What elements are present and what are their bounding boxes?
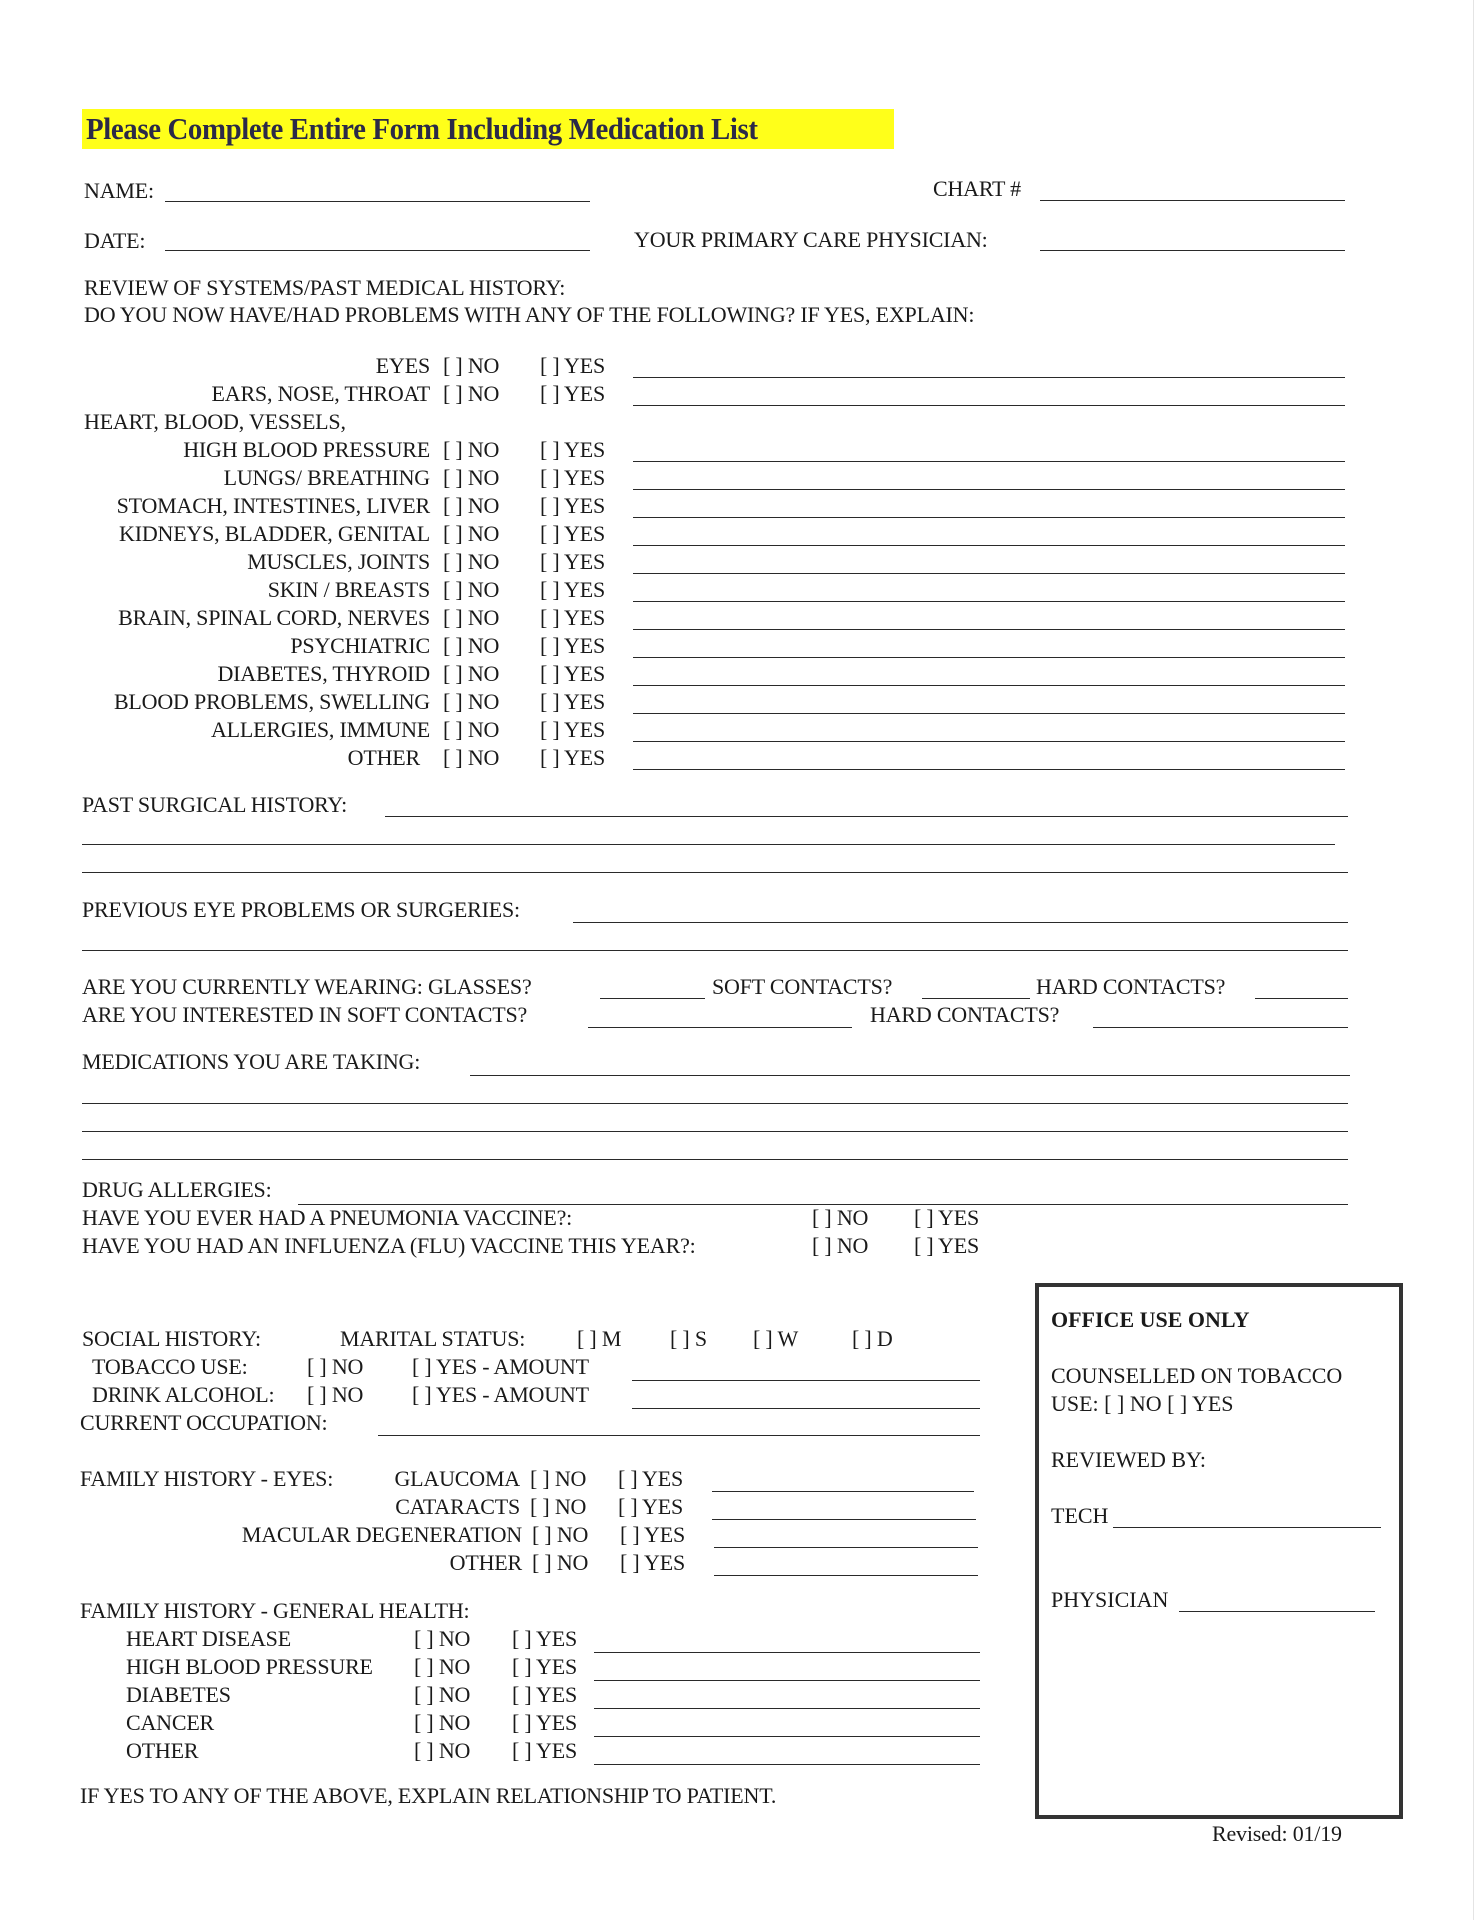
review-no-checkbox[interactable]: [ ] NO [443,549,500,574]
family-general-no-checkbox[interactable]: [ ] NO [414,1738,471,1763]
family-general-yes-checkbox[interactable]: [ ] YES [512,1654,577,1679]
review-explain-field[interactable] [633,545,1345,546]
medications-field-4[interactable] [82,1159,1348,1160]
family-general-field[interactable] [594,1708,980,1709]
review-item-label: OTHER [347,745,420,770]
family-eyes-label: FAMILY HISTORY - EYES: [80,1466,334,1491]
review-explain-field[interactable] [633,741,1345,742]
review-no-checkbox[interactable]: [ ] NO [443,689,500,714]
family-general-item: HEART DISEASE [126,1626,291,1651]
review-explain-field[interactable] [633,769,1345,770]
review-explain-field[interactable] [633,517,1345,518]
family-eyes-no-checkbox[interactable]: [ ] NO [532,1550,589,1575]
explain-relationship-note: IF YES TO ANY OF THE ABOVE, EXPLAIN RELATIONSHIP TO PATIENT. [80,1783,777,1808]
family-general-field[interactable] [594,1764,980,1765]
review-group-label: HEART, BLOOD, VESSELS, [84,409,346,434]
family-eyes-item: OTHER [449,1550,522,1575]
soft-contacts-label: SOFT CONTACTS? [712,974,893,999]
family-general-item: OTHER [126,1738,199,1763]
review-explain-field[interactable] [633,377,1345,378]
review-item-label: KIDNEYS, BLADDER, GENITAL [119,521,430,546]
eye-problems-label: PREVIOUS EYE PROBLEMS OR SURGERIES: [82,897,520,922]
tobacco-yes-checkbox[interactable]: [ ] YES - AMOUNT [412,1354,589,1379]
medications-label: MEDICATIONS YOU ARE TAKING: [82,1049,421,1074]
review-item-label: BLOOD PROBLEMS, SWELLING [113,689,430,714]
office-use-box [1035,1283,1403,1819]
alcohol-label: DRINK ALCOHOL: [92,1382,275,1407]
review-item-label: STOMACH, INTESTINES, LIVER [116,493,430,518]
flu-no-checkbox[interactable]: [ ] NO [812,1233,869,1258]
form-title-highlight [82,109,894,149]
glasses-field[interactable] [600,998,705,999]
family-general-no-checkbox[interactable]: [ ] NO [414,1626,471,1651]
drug-allergies-label: DRUG ALLERGIES: [82,1177,272,1202]
pneumonia-no-checkbox[interactable]: [ ] NO [812,1205,869,1230]
review-item-label: BRAIN, SPINAL CORD, NERVES [118,605,430,630]
family-eyes-no-checkbox[interactable]: [ ] NO [532,1522,589,1547]
tech-signature-field[interactable] [1113,1527,1381,1528]
tobacco-amount-field[interactable] [632,1380,980,1381]
review-yes-checkbox[interactable]: [ ] YES [540,381,605,406]
tobacco-no-checkbox[interactable]: [ ] NO [307,1354,364,1379]
family-eyes-no-checkbox[interactable]: [ ] NO [530,1494,587,1519]
eye-problems-field[interactable] [573,922,1348,923]
interested-hard-field[interactable] [1093,1027,1348,1028]
marital-status-label: MARITAL STATUS: [340,1326,526,1351]
family-eyes-field[interactable] [714,1575,978,1576]
review-explain-field[interactable] [633,489,1345,490]
review-yes-checkbox[interactable]: [ ] YES [540,437,605,462]
family-eyes-yes-checkbox[interactable]: [ ] YES [618,1466,683,1491]
pneumonia-vaccine-question: HAVE YOU EVER HAD A PNEUMONIA VACCINE?: [82,1205,573,1230]
interested-soft-field[interactable] [588,1027,852,1028]
review-item-label: EYES [375,353,430,378]
family-general-yes-checkbox[interactable]: [ ] YES [512,1738,577,1763]
marital-married-checkbox[interactable]: [ ] M [577,1326,622,1351]
family-general-no-checkbox[interactable]: [ ] NO [414,1682,471,1707]
review-explain-field[interactable] [633,629,1345,630]
marital-divorced-checkbox[interactable]: [ ] D [852,1326,893,1351]
reviewed-by-label: REVIEWED BY: [1051,1447,1207,1472]
flu-vaccine-question: HAVE YOU HAD AN INFLUENZA (FLU) VACCINE THIS YEAR?: [82,1233,696,1258]
tech-label: TECH [1051,1503,1109,1528]
family-eyes-item: MACULAR DEGENERATION [241,1522,522,1547]
review-explain-field[interactable] [633,713,1345,714]
surgical-history-field[interactable] [385,816,1348,817]
review-no-checkbox[interactable]: [ ] NO [443,493,500,518]
review-no-checkbox[interactable]: [ ] NO [443,605,500,630]
review-item-label: MUSCLES, JOINTS [247,549,430,574]
interested-hard-label: HARD CONTACTS? [870,1002,1060,1027]
family-eyes-item: GLAUCOMA [394,1466,520,1491]
family-general-no-checkbox[interactable]: [ ] NO [414,1710,471,1735]
medications-field[interactable] [470,1075,1350,1076]
family-eyes-field[interactable] [712,1491,974,1492]
marital-widowed-checkbox[interactable]: [ ] W [753,1326,799,1351]
hard-contacts-label: HARD CONTACTS? [1036,974,1226,999]
occupation-field[interactable] [378,1435,980,1436]
review-no-checkbox[interactable]: [ ] NO [443,353,500,378]
review-yes-checkbox[interactable]: [ ] YES [540,577,605,602]
family-general-field[interactable] [594,1652,980,1653]
review-yes-checkbox[interactable]: [ ] YES [540,745,605,770]
review-item-label: DIABETES, THYROID [217,661,430,686]
review-no-checkbox[interactable]: [ ] NO [443,745,500,770]
review-yes-checkbox[interactable]: [ ] YES [540,633,605,658]
review-explain-field[interactable] [633,601,1345,602]
surgical-history-field-2[interactable] [82,844,1335,845]
soft-contacts-field[interactable] [922,998,1030,999]
review-item-label: SKIN / BREASTS [267,577,430,602]
page-edge [1473,0,1474,1920]
social-history-label: SOCIAL HISTORY: [82,1326,261,1351]
family-eyes-field[interactable] [712,1519,976,1520]
review-explain-field[interactable] [633,685,1345,686]
physician-signature-field[interactable] [1179,1611,1375,1612]
review-no-checkbox[interactable]: [ ] NO [443,521,500,546]
alcohol-no-checkbox[interactable]: [ ] NO [307,1382,364,1407]
review-item-label: LUNGS/ BREATHING [223,465,430,490]
office-use-title: OFFICE USE ONLY [1051,1307,1250,1332]
review-explain-field[interactable] [633,573,1345,574]
name-label: NAME: [84,178,154,203]
review-no-checkbox[interactable]: [ ] NO [443,381,500,406]
review-explain-field[interactable] [633,657,1345,658]
eye-problems-field-2[interactable] [82,950,1348,951]
interested-soft-label: ARE YOU INTERESTED IN SOFT CONTACTS? [82,1002,528,1027]
tobacco-use-label: TOBACCO USE: [92,1354,248,1379]
occupation-label: CURRENT OCCUPATION: [80,1410,328,1435]
family-eyes-item: CATARACTS [395,1494,520,1519]
review-no-checkbox[interactable]: [ ] NO [443,465,500,490]
review-yes-checkbox[interactable]: [ ] YES [540,353,605,378]
physician-label: PHYSICIAN [1051,1587,1169,1612]
name-field[interactable] [165,201,590,202]
family-general-item: CANCER [126,1710,215,1735]
review-no-checkbox[interactable]: [ ] NO [443,717,500,742]
family-eyes-yes-checkbox[interactable]: [ ] YES [618,1494,683,1519]
pneumonia-yes-checkbox[interactable]: [ ] YES [914,1205,979,1230]
family-general-field[interactable] [594,1736,980,1737]
family-general-field[interactable] [594,1680,980,1681]
date-field[interactable] [165,250,590,251]
pcp-label: YOUR PRIMARY CARE PHYSICIAN: [634,227,988,252]
surgical-history-label: PAST SURGICAL HISTORY: [82,792,347,817]
review-no-checkbox[interactable]: [ ] NO [443,577,500,602]
review-item-label: HIGH BLOOD PRESSURE [183,437,430,462]
review-explain-field[interactable] [633,405,1345,406]
review-no-checkbox[interactable]: [ ] NO [443,633,500,658]
review-instructions: DO YOU NOW HAVE/HAD PROBLEMS WITH ANY OF THE FOLLOWING? IF YES, EXPLAIN: [84,302,975,327]
marital-single-checkbox[interactable]: [ ] S [670,1326,707,1351]
family-general-label: FAMILY HISTORY - GENERAL HEALTH: [80,1598,470,1623]
alcohol-yes-checkbox[interactable]: [ ] YES - AMOUNT [412,1382,589,1407]
review-no-checkbox[interactable]: [ ] NO [443,437,500,462]
counselled-tobacco-label: COUNSELLED ON TOBACCO [1051,1363,1343,1388]
family-general-yes-checkbox[interactable]: [ ] YES [512,1626,577,1651]
review-heading: REVIEW OF SYSTEMS/PAST MEDICAL HISTORY: [84,275,566,300]
currently-wearing-label: ARE YOU CURRENTLY WEARING: GLASSES? [82,974,532,999]
review-yes-checkbox[interactable]: [ ] YES [540,605,605,630]
review-yes-checkbox[interactable]: [ ] YES [540,465,605,490]
review-yes-checkbox[interactable]: [ ] YES [540,521,605,546]
review-yes-checkbox[interactable]: [ ] YES [540,689,605,714]
review-yes-checkbox[interactable]: [ ] YES [540,717,605,742]
family-eyes-yes-checkbox[interactable]: [ ] YES [620,1522,685,1547]
family-general-yes-checkbox[interactable]: [ ] YES [512,1710,577,1735]
family-general-no-checkbox[interactable]: [ ] NO [414,1654,471,1679]
review-explain-field[interactable] [633,461,1345,462]
family-eyes-field[interactable] [714,1547,978,1548]
family-eyes-no-checkbox[interactable]: [ ] NO [530,1466,587,1491]
alcohol-amount-field[interactable] [632,1408,980,1409]
review-no-checkbox[interactable]: [ ] NO [443,661,500,686]
family-general-item: HIGH BLOOD PRESSURE [126,1654,373,1679]
chart-number-field[interactable] [1040,200,1345,201]
review-item-label: PSYCHIATRIC [290,633,430,658]
review-yes-checkbox[interactable]: [ ] YES [540,493,605,518]
review-item-label: EARS, NOSE, THROAT [211,381,430,406]
form-title: Please Complete Entire Form Including Medication List [86,111,758,146]
pcp-field[interactable] [1040,250,1345,251]
review-item-label: ALLERGIES, IMMUNE [210,717,430,742]
flu-yes-checkbox[interactable]: [ ] YES [914,1233,979,1258]
date-label: DATE: [84,228,146,253]
family-general-item: DIABETES [126,1682,231,1707]
family-eyes-yes-checkbox[interactable]: [ ] YES [620,1550,685,1575]
family-general-yes-checkbox[interactable]: [ ] YES [512,1682,577,1707]
counselled-tobacco-checkboxes[interactable]: USE: [ ] NO [ ] YES [1051,1391,1234,1416]
revised-date: Revised: 01/19 [1212,1821,1342,1846]
medications-field-2[interactable] [82,1103,1348,1104]
chart-label: CHART # [933,176,1021,201]
medications-field-3[interactable] [82,1131,1348,1132]
hard-contacts-field[interactable] [1255,998,1348,999]
review-yes-checkbox[interactable]: [ ] YES [540,549,605,574]
surgical-history-field-3[interactable] [82,872,1348,873]
review-yes-checkbox[interactable]: [ ] YES [540,661,605,686]
